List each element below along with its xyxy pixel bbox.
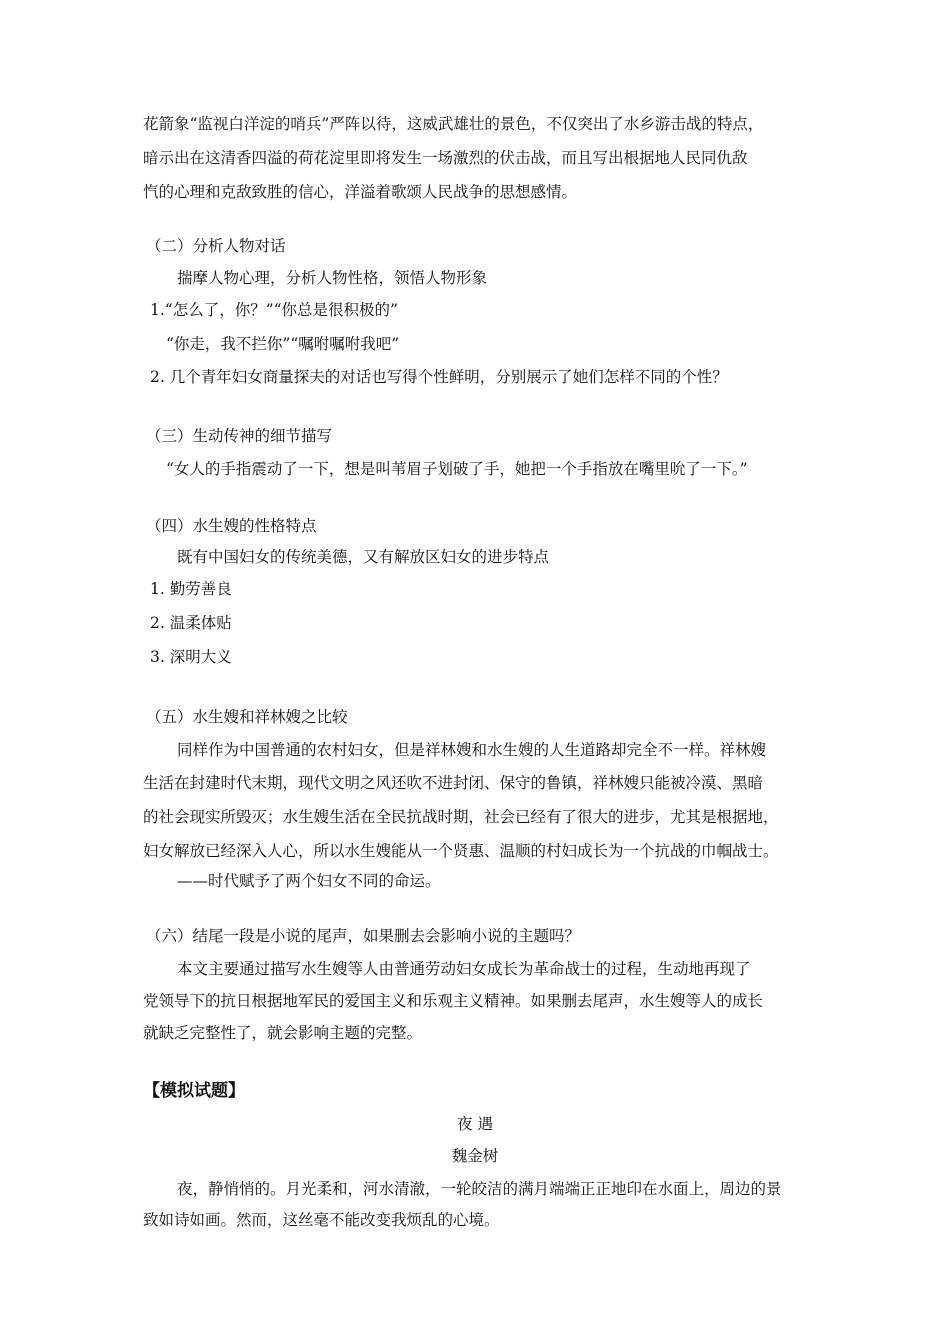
intro-line-2: 暗示出在这清香四溢的荷花淀里即将发生一场激烈的伏击战，而且写出根据地人民同仇敌	[143, 149, 748, 167]
section-3-quote: “女人的手指震动了一下，想是叫苇眉子划破了手，她把一个手指放在嘴里吮了一下。”	[166, 460, 748, 478]
section-4-item-2: 2. 温柔体贴	[150, 614, 232, 632]
story-line-1: 夜，静悄悄的。月光柔和，河水清澈，一轮皎洁的满月端端正正地印在水面上，周边的景	[177, 1180, 782, 1198]
section-2-item-2: 2. 几个青年妇女商量探夫的对话也写得个性鲜明，分别展示了她们怎样不同的个性？	[150, 368, 728, 386]
section-4-item-3: 3. 深明大义	[150, 648, 232, 666]
story-author: 魏金树	[451, 1147, 499, 1165]
section-5-line-5: ——时代赋予了两个妇女不同的命运。	[177, 872, 441, 890]
section-5-line-1: 同样作为中国普通的农村妇女，但是祥林嫂和水生嫂的人生道路却完全不一样。祥林嫂	[177, 741, 767, 759]
intro-line-1: 花箭象“监视白洋淀的哨兵”严阵以待，这威武雄壮的景色，不仅突出了水乡游击战的特点，	[143, 115, 764, 133]
section-6-line-1: 本文主要通过描写水生嫂等人由普通劳动妇女成长为革命战士的过程，生动地再现了	[177, 960, 751, 978]
section-6-line-2: 党领导下的抗日根据地军民的爱国主义和乐观主义精神。如果删去尾声，水生嫂等人的成长	[143, 992, 764, 1010]
section-6-line-3: 就缺乏完整性了，就会影响主题的完整。	[143, 1024, 423, 1042]
mock-test-heading: 【模拟试题】	[143, 1081, 245, 1101]
section-2-item-1-cont: “你走，我不拦你”“嘱咐嘱咐我吧”	[166, 335, 400, 353]
section-5-line-4: 妇女解放已经深入人心，所以水生嫂能从一个贤惠、温顺的村妇成长为一个抗战的巾帼战士。	[143, 842, 779, 860]
section-6-heading: （六）结尾一段是小说的尾声，如果删去会影响小说的主题吗？	[146, 927, 581, 945]
story-line-2: 致如诗如画。然而，这丝毫不能改变我烦乱的心境。	[143, 1211, 500, 1229]
section-4-heading: （四）水生嫂的性格特点	[146, 517, 317, 535]
section-5-heading: （五）水生嫂和祥林嫂之比较	[146, 708, 348, 726]
section-3-heading: （三）生动传神的细节描写	[146, 427, 333, 445]
section-2-heading: （二）分析人物对话	[146, 237, 286, 255]
story-title: 夜 遇	[457, 1115, 493, 1133]
section-4-item-1: 1. 勤劳善良	[150, 580, 232, 598]
section-5-line-3: 的社会现实所毁灭；水生嫂生活在全民抗战时期，社会已经有了很大的进步，尤其是根据地，	[143, 808, 779, 826]
section-2-item-1: 1.“怎么了，你？”“你总是很积极的”	[150, 301, 398, 319]
section-5-line-2: 生活在封建时代末期，现代文明之风还吹不进封闭、保守的鲁镇，祥林嫂只能被冷漠、黑暗	[143, 774, 764, 792]
section-2-subtitle: 揣摩人物心理，分析人物性格，领悟人物形象	[177, 269, 488, 287]
intro-line-3: 忾的心理和克敌致胜的信心，洋溢着歌颂人民战争的思想感情。	[143, 183, 578, 201]
section-4-subtitle: 既有中国妇女的传统美德，又有解放区妇女的进步特点	[177, 548, 550, 566]
